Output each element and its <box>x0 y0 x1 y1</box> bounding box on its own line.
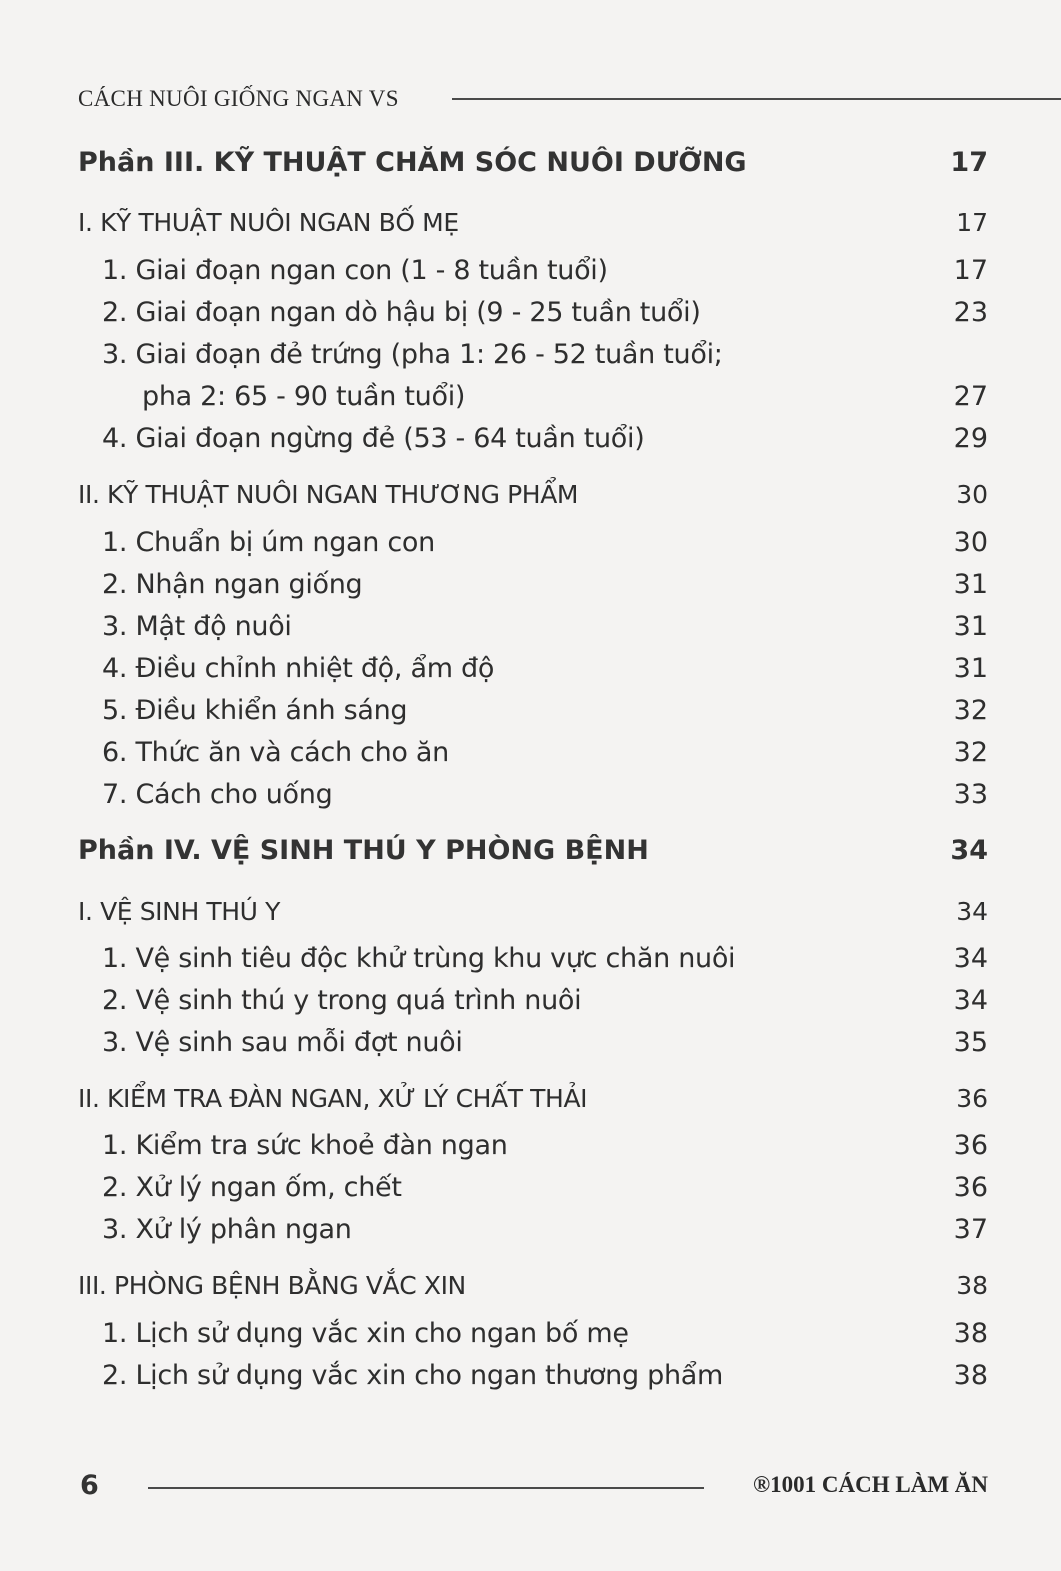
toc-entry-title: 1. Chuẩn bị úm ngan con <box>102 526 435 558</box>
toc-entry-page: 34 <box>956 896 988 926</box>
toc-item <box>78 1312 988 1354</box>
toc-entry-title: 1. Giai đoạn ngan con (1 - 8 tuần tuổi) <box>102 254 608 286</box>
toc-section-3 <box>78 890 988 932</box>
toc-item <box>78 1021 988 1063</box>
toc-entry-page: 38 <box>953 1359 988 1391</box>
toc-entry-page: 29 <box>953 422 988 454</box>
toc-entry-title: 6. Thức ăn và cách cho ăn <box>102 736 449 768</box>
toc-entry-page: 36 <box>956 1083 988 1113</box>
toc-item <box>78 979 988 1021</box>
toc-section-4 <box>78 1077 988 1119</box>
toc-item <box>78 689 988 731</box>
toc-entry-title: 1. Lịch sử dụng vắc xin cho ngan bố mẹ <box>102 1317 629 1349</box>
toc-entry-page: 31 <box>953 568 988 600</box>
toc-entry-page: 23 <box>953 296 988 328</box>
toc-entry-title: II. KIỂM TRA ĐÀN NGAN, XỬ LÝ CHẤT THẢI <box>78 1083 588 1113</box>
toc-entry-title: I. VỆ SINH THÚ Y <box>78 896 280 926</box>
toc-entry-title: II. KỸ THUẬT NUÔI NGAN THƯƠNG PHẨM <box>78 479 579 509</box>
toc-entry-title: 2. Vệ sinh thú y trong quá trình nuôi <box>102 984 582 1016</box>
toc-entry-page: 37 <box>953 1213 988 1245</box>
toc-item <box>78 605 988 647</box>
toc-item <box>78 1166 988 1208</box>
toc-entry-title: I. KỸ THUẬT NUÔI NGAN BỐ MẸ <box>78 207 459 237</box>
toc-entry-page: 34 <box>950 834 988 866</box>
toc-entry-title: 3. Vệ sinh sau mỗi đợt nuôi <box>102 1026 463 1058</box>
toc-item <box>78 1208 988 1250</box>
toc-entry-page: 33 <box>953 778 988 810</box>
toc-entry-title: 4. Giai đoạn ngừng đẻ (53 - 64 tuần tuổi) <box>102 422 645 454</box>
toc-entry-title: 2. Giai đoạn ngan dò hậu bị (9 - 25 tuần tuổi) <box>102 296 701 328</box>
toc-item-continuation <box>78 375 988 417</box>
toc-entry-title: 1. Vệ sinh tiêu độc khử trùng khu vực chăn nuôi <box>102 942 736 974</box>
toc-entry-page: 31 <box>953 610 988 642</box>
toc-entry-title: Phần III. KỸ THUẬT CHĂM SÓC NUÔI DƯỠNG <box>78 146 747 178</box>
toc-entry-title: 4. Điều chỉnh nhiệt độ, ẩm độ <box>102 652 495 684</box>
toc-part-3 <box>78 141 988 183</box>
toc-entry-title: 3. Xử lý phân ngan <box>102 1213 352 1245</box>
toc-entry-title: 2. Lịch sử dụng vắc xin cho ngan thương phẩm <box>102 1359 724 1391</box>
toc-item <box>78 937 988 979</box>
toc-entry-page: 36 <box>953 1129 988 1161</box>
toc-entry-page: 17 <box>950 146 988 178</box>
running-head-title: CÁCH NUÔI GIỐNG NGAN VS <box>78 86 399 111</box>
toc-entry-page: 31 <box>953 652 988 684</box>
toc-section-2 <box>78 473 988 515</box>
toc-entry-page: 32 <box>953 694 988 726</box>
page-number: 6 <box>80 1470 99 1501</box>
toc-item <box>78 291 988 333</box>
toc-entry-title: 2. Xử lý ngan ốm, chết <box>102 1171 402 1203</box>
toc-entry-page: 38 <box>956 1270 988 1300</box>
toc-item <box>78 647 988 689</box>
toc-entry-page: 36 <box>953 1171 988 1203</box>
toc-entry-page: 30 <box>956 479 988 509</box>
footer-brand: ®1001 CÁCH LÀM ĂN <box>752 1472 988 1497</box>
toc-item <box>78 563 988 605</box>
toc-entry-title: Phần IV. VỆ SINH THÚ Y PHÒNG BỆNH <box>78 834 649 866</box>
toc-item <box>78 1124 988 1166</box>
toc-entry-title: pha 2: 65 - 90 tuần tuổi) <box>142 380 466 412</box>
toc-entry-title: 2. Nhận ngan giống <box>102 568 363 600</box>
toc-entry-page: 32 <box>953 736 988 768</box>
toc-entry-page: 38 <box>953 1317 988 1349</box>
toc-item <box>78 417 988 459</box>
toc-entry-title: 3. Giai đoạn đẻ trứng (pha 1: 26 - 52 tuần tuổi; <box>102 338 723 370</box>
toc-entry-page: 30 <box>953 526 988 558</box>
toc-item <box>78 1354 988 1396</box>
toc-entry-page: 34 <box>953 942 988 974</box>
toc-entry-page: 17 <box>953 254 988 286</box>
toc-section-1 <box>78 201 988 243</box>
toc-entry-page: 35 <box>953 1026 988 1058</box>
toc-item <box>78 249 988 291</box>
toc-entry-title: 5. Điều khiển ánh sáng <box>102 694 408 726</box>
toc-entry-page: 17 <box>956 207 988 237</box>
toc-item <box>78 333 988 375</box>
toc-item <box>78 521 988 563</box>
toc-entry-page: 27 <box>953 380 988 412</box>
footer-rule <box>148 1487 704 1489</box>
toc-entry-title: 1. Kiểm tra sức khoẻ đàn ngan <box>102 1129 508 1161</box>
toc-item <box>78 773 988 815</box>
header-rule <box>452 98 1061 100</box>
toc-item <box>78 731 988 773</box>
toc-section-5 <box>78 1264 988 1306</box>
toc-entry-title: 3. Mật độ nuôi <box>102 610 292 642</box>
toc-entry-title: 7. Cách cho uống <box>102 778 333 810</box>
toc-entry-title: III. PHÒNG BỆNH BẰNG VẮC XIN <box>78 1270 466 1300</box>
toc-part-4 <box>78 829 988 871</box>
toc-entry-page: 34 <box>953 984 988 1016</box>
